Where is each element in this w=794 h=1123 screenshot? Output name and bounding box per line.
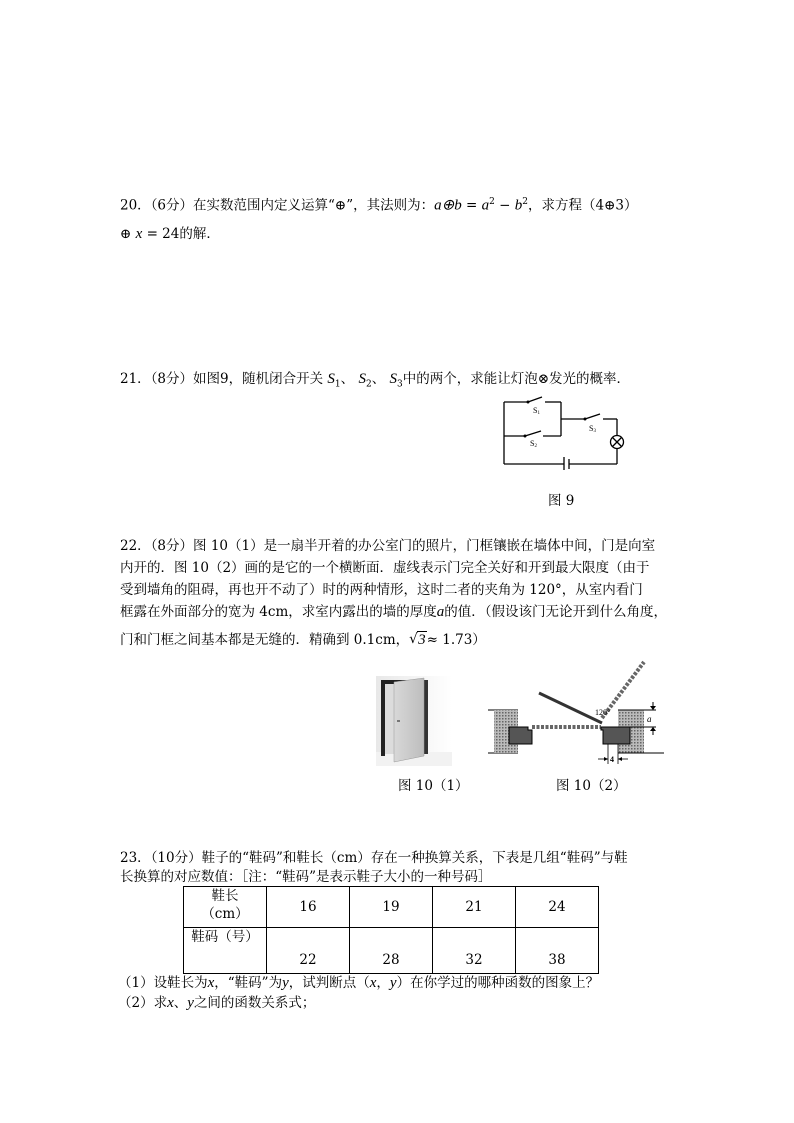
angle-label: 120°	[595, 708, 611, 717]
row-header	[184, 887, 267, 928]
radicand: 3	[418, 632, 426, 648]
q22-line1	[120, 536, 655, 556]
sub-question-text: 之间的函数关系式；	[193, 995, 316, 1011]
header-text: 鞋长	[211, 888, 239, 904]
figure-10-1-caption: 图 10（1）	[398, 778, 469, 794]
table-cell: 32	[433, 928, 516, 974]
door-frame-right	[424, 680, 428, 754]
q23-sub1	[118, 973, 599, 993]
question-text-tail: 的解．	[179, 226, 220, 242]
switch-symbol: S	[327, 371, 335, 387]
approximation: ≈ 1.73）	[426, 632, 486, 648]
table-cell: 21	[433, 887, 516, 928]
question-text: 门和门框之间基本都是无缝的．精确到 0.1cm，	[120, 632, 410, 648]
shoe-size-table	[183, 886, 599, 974]
variable-a: a	[436, 604, 445, 620]
right-frame	[601, 727, 630, 744]
q22-line5	[120, 630, 486, 650]
operator: ⊕	[120, 226, 136, 242]
table-cell: 22	[267, 928, 350, 974]
header-unit: （cm）	[201, 906, 249, 922]
door-frame-left	[381, 680, 385, 756]
formula-b: b	[514, 197, 523, 214]
question-text-tail: 中的两个，求能让灯泡⊗发光的概率．	[402, 371, 631, 387]
q22-line3	[120, 580, 643, 600]
formula-eq: =	[461, 197, 482, 214]
formula-minus: −	[494, 197, 515, 214]
variable-x: x	[207, 975, 215, 991]
circuit-diagram	[495, 395, 635, 470]
row-header: 鞋码（号）	[184, 928, 267, 974]
question-text-tail: 的值．（假设该门无论开到什么角度，	[444, 604, 667, 620]
question-number: 23．	[120, 850, 151, 866]
q20-line1	[120, 192, 638, 216]
door-photo	[376, 676, 452, 766]
q23-line1	[120, 848, 628, 868]
question-score: （6分）	[150, 197, 194, 214]
separator: 、	[173, 995, 188, 1011]
question-text-tail: ，求方程（4⊕3）	[528, 197, 638, 214]
formula-lhs: a⊕b	[434, 197, 462, 214]
switch-s1-blade	[528, 397, 542, 402]
variable-y: y	[282, 975, 289, 991]
switch-s3-blade	[585, 414, 600, 419]
table-cell: 28	[350, 928, 433, 974]
sub-question-text: ，试判断点（	[288, 975, 370, 991]
subscript: 3	[396, 379, 403, 390]
separator: 、	[340, 371, 355, 387]
switch-label-s3: S3	[589, 424, 596, 434]
question-score: （8分）	[150, 538, 194, 554]
door-cross-section	[484, 658, 669, 766]
table-cell: 38	[516, 928, 599, 974]
question-number: 22．	[120, 538, 151, 554]
thickness-label: a	[647, 714, 652, 724]
q20-line2	[120, 224, 220, 244]
question-text: 受到墙角的阻碍，再也开不动了）时的两种情形，这时二者的夹角为 120°，从室内看门	[120, 582, 643, 598]
separator: ，	[376, 975, 390, 991]
open-door	[539, 693, 602, 723]
q23-sub2	[118, 993, 315, 1013]
sub-question-text: ）在你学过的哪种函数的图象上？	[396, 975, 600, 991]
door-handle	[397, 720, 400, 722]
sub-question-text: （2）求	[118, 995, 168, 1011]
formula-a: a	[481, 197, 490, 214]
left-frame	[509, 727, 532, 744]
switch-label-s2: S2	[530, 439, 537, 449]
exponent: 2	[489, 197, 495, 207]
q22-line4	[120, 602, 667, 622]
equation: = 24	[142, 226, 180, 242]
question-text: 如图9，随机闭合开关	[193, 371, 324, 387]
switch-symbol: S	[389, 371, 397, 387]
table-row	[184, 928, 599, 974]
question-score: （8分）	[150, 371, 194, 387]
exponent: 2	[522, 197, 529, 207]
switch-s2-blade	[525, 431, 541, 436]
question-text: 内开的．图 10（2）画的是它的一个横断面．虚线表示门完全关好和开到最大限度（由于	[120, 560, 650, 576]
variable-x: x	[369, 975, 377, 991]
figure-10-2-caption: 图 10（2）	[556, 778, 627, 794]
question-text: 鞋子的“鞋码”和鞋长（cm）存在一种换算关系，下表是几组“鞋码”与鞋	[201, 850, 628, 866]
q23-line2	[120, 867, 492, 887]
switch-symbol: S	[358, 371, 366, 387]
question-text: 图 10（1）是一扇半开着的办公室门的照片，门框镶嵌在墙体中间，门是向室	[193, 538, 656, 554]
subscript: 1	[334, 379, 341, 390]
question-text: 长换算的对应数值：［注：“鞋码”是表示鞋子大小的一种号码］	[120, 869, 492, 885]
table-cell: 16	[267, 887, 350, 928]
question-score: （10分）	[150, 850, 202, 866]
question-number: 21．	[120, 371, 151, 387]
subscript: 2	[365, 379, 372, 390]
table-cell: 24	[516, 887, 599, 928]
q21-line1	[120, 369, 630, 395]
separator: 、	[371, 371, 386, 387]
width-label: 4	[610, 755, 614, 764]
switch-label-s1: S1	[533, 406, 540, 416]
sub-question-text: ，“鞋码”为	[214, 975, 283, 991]
variable-y: y	[187, 995, 194, 1011]
question-text: 框露在外面部分的宽为 4cm，求室内露出的墙的厚度	[120, 604, 437, 620]
question-number: 20．	[120, 197, 151, 214]
variable-y: y	[389, 975, 397, 991]
table-row	[184, 887, 599, 928]
sub-question-text: （1）设鞋长为	[118, 975, 208, 991]
variable-x: x	[135, 226, 143, 242]
question-text: 在实数范围内定义运算“⊕”，其法则为：	[193, 197, 435, 214]
table-cell: 19	[350, 887, 433, 928]
figure-9-caption: 图 9	[548, 493, 575, 509]
q22-line2	[120, 558, 650, 578]
variable-x: x	[167, 995, 174, 1011]
sqrt-expression: √ 3	[409, 631, 426, 648]
